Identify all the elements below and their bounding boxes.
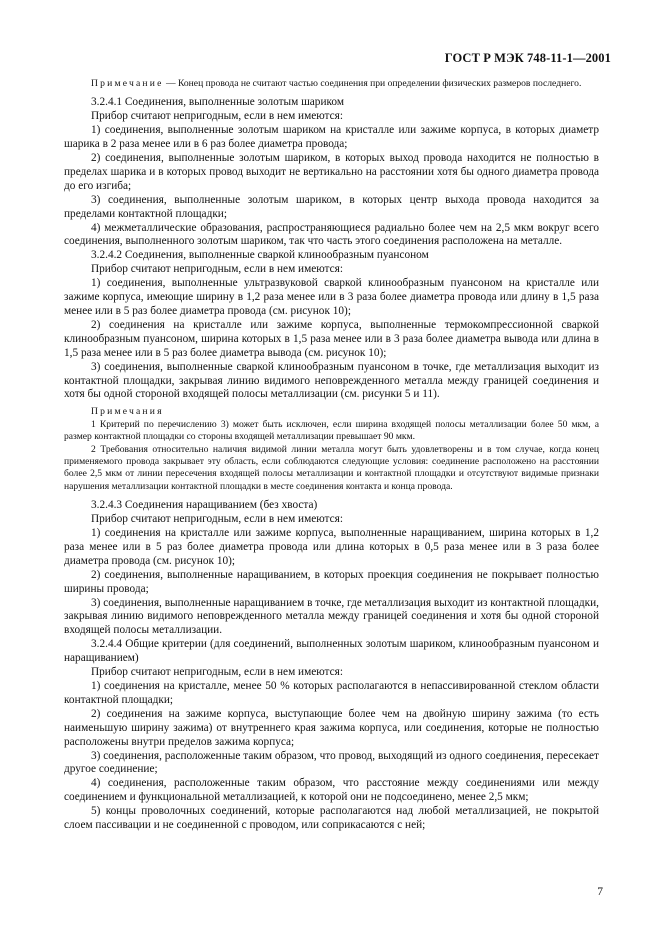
list-item: 3) соединения, выполненные сваркой клинообразным пуансоном в точке, где металлизация выходит из контактной площадки, закрывая линию видимого неповрежденного металла между границей соединения и хотя бы одной стороной входящей полосы металлизации (см. рисунки 5 и 11). <box>64 360 599 401</box>
list-item: 1) соединения на кристалле или зажиме корпуса, выполненные наращиванием, ширина которых в 1,2 раза менее или в 5 раз более диаметра провода или длина которых в 0,5 раза менее или в 3 раза более диаметра провода (см. рисунок 10); <box>64 527 599 567</box>
note-item: 2 Требования относительно наличия видимой линии металла могут быть удовлетворены и в том случае, когда конец применяемого провода закрывает эту область, если соблюдаются следующие условия: соединение расположено на расстоянии более 2,5 мкм от линии пересечения входящей полосы металлизации и контактной площадки и отсутствуют видимые признаки нарушения металлизации контактной площадки в месте соединения контакта и конца провода. <box>64 443 599 492</box>
note-text: — Конец провода не считают частью соединения при определении физических размеров последнего. <box>163 78 582 89</box>
list-item: 2) соединения на кристалле или зажиме корпуса, выполненные термокомпрессионной сваркой клинообразным пуансоном, ширина которых в 1,5 раза менее или в 3 раза более диаметра вывода или длина в 1,5 раза менее или в 5 раз более диаметра вывода (см. рисунок 10); <box>64 318 599 359</box>
top-note <box>64 78 599 90</box>
list-item: 1) соединения, выполненные золотым шариком на кристалле или зажиме корпуса, в которых диаметр шарика в 2 раза менее или в 6 раз более диаметра провода; <box>64 124 599 151</box>
section-intro-3242: Прибор считают непригодным, если в нем имеются: <box>91 263 343 276</box>
list-item: 3) соединения, выполненные наращиванием в точке, где металлизация выходит из контактной площадки, закрывая линию видимого неповрежденного металла между границей соединения и хотя бы одной стороной входящей полосы металлизации. <box>64 596 599 637</box>
page-number: 7 <box>597 886 603 898</box>
note-label: Примечание <box>91 78 164 89</box>
section-intro-3241: Прибор считают непригодным, если в нем имеются: <box>91 110 343 123</box>
list-item: 1) соединения на кристалле, менее 50 % которых располагаются в непассивированной стеклом области контактной площадки; <box>64 679 599 706</box>
section-heading-3242: 3.2.4.2 Соединения, выполненные сваркой клинообразным пуансоном <box>91 249 429 262</box>
notes-label: Примечания <box>91 406 164 418</box>
page-content <box>64 78 599 833</box>
list-item: 1) соединения, выполненные ультразвуковой сваркой клинообразным пуансоном на кристалле или зажиме корпуса, имеющие ширину в 1,2 раза менее или в 3 раза более диаметра провода или длину в 1,5 раза менее или в 5 раз более диаметра провода (см. рисунок 10); <box>64 277 599 317</box>
list-item: 2) соединения, выполненные золотым шариком, в которых выход провода находится не полностью в пределах шарика и в которых провод выходит не вертикально на расстоянии хотя бы одного диаметра провода до его изгиба; <box>64 152 599 192</box>
section-heading-3244: 3.2.4.4 Общие критерии (для соединений, выполненных золотым шариком, клинообразным пуансоном и наращиванием) <box>64 638 599 665</box>
section-intro-3244: Прибор считают непригодным, если в нем имеются: <box>91 666 343 679</box>
section-intro-3243: Прибор считают непригодным, если в нем имеются: <box>91 513 343 526</box>
list-item: 3) соединения, выполненные золотым шариком, в которых центр выхода провода находится за пределами контактной площадки; <box>64 193 599 220</box>
list-item: 4) межметаллические образования, распространяющиеся радиально более чем на 2,5 мкм вокруг всего соединения, выполненного золотым шариком, так что часть этого соединения расположена на металле. <box>64 221 599 248</box>
list-item: 5) концы проволочных соединений, которые располагаются над любой металлизацией, не покрытой слоем пассивации и не соединенной с проводом, или соприкасаются с ней; <box>64 805 599 832</box>
section-heading-3241: 3.2.4.1 Соединения, выполненные золотым шариком <box>91 96 344 109</box>
list-item: 2) соединения на зажиме корпуса, выступающие более чем на двойную ширину зажима (то есть наименьшую ширину зажима) от внутреннего края зажима корпуса, или соединения, которые не полностью расположены внутри пределов зажима корпуса; <box>64 707 599 748</box>
standard-header: ГОСТ Р МЭК 748-11-1—2001 <box>444 51 611 65</box>
list-item: 3) соединения, расположенные таким образом, что провод, выходящий из одного соединения, пересекает другое соединение; <box>64 749 599 776</box>
note-item: 1 Критерий по перечислению 3) может быть исключен, если ширина входящей полосы металлизации более 50 мкм, а размер контактной площадки со стороны входящей металлизации превышает 90 мкм. <box>64 418 599 443</box>
list-item: 2) соединения, выполненные наращиванием, в которых проекция соединения не покрывает полностью ширины провода; <box>64 568 599 595</box>
section-heading-3243: 3.2.4.3 Соединения наращиванием (без хвоста) <box>91 499 318 512</box>
list-item: 4) соединения, расположенные таким образом, что расстояние между соединениями или между соединением и функциональной металлизацией, к которой они не подсоединено, менее 2,5 мкм; <box>64 777 599 804</box>
